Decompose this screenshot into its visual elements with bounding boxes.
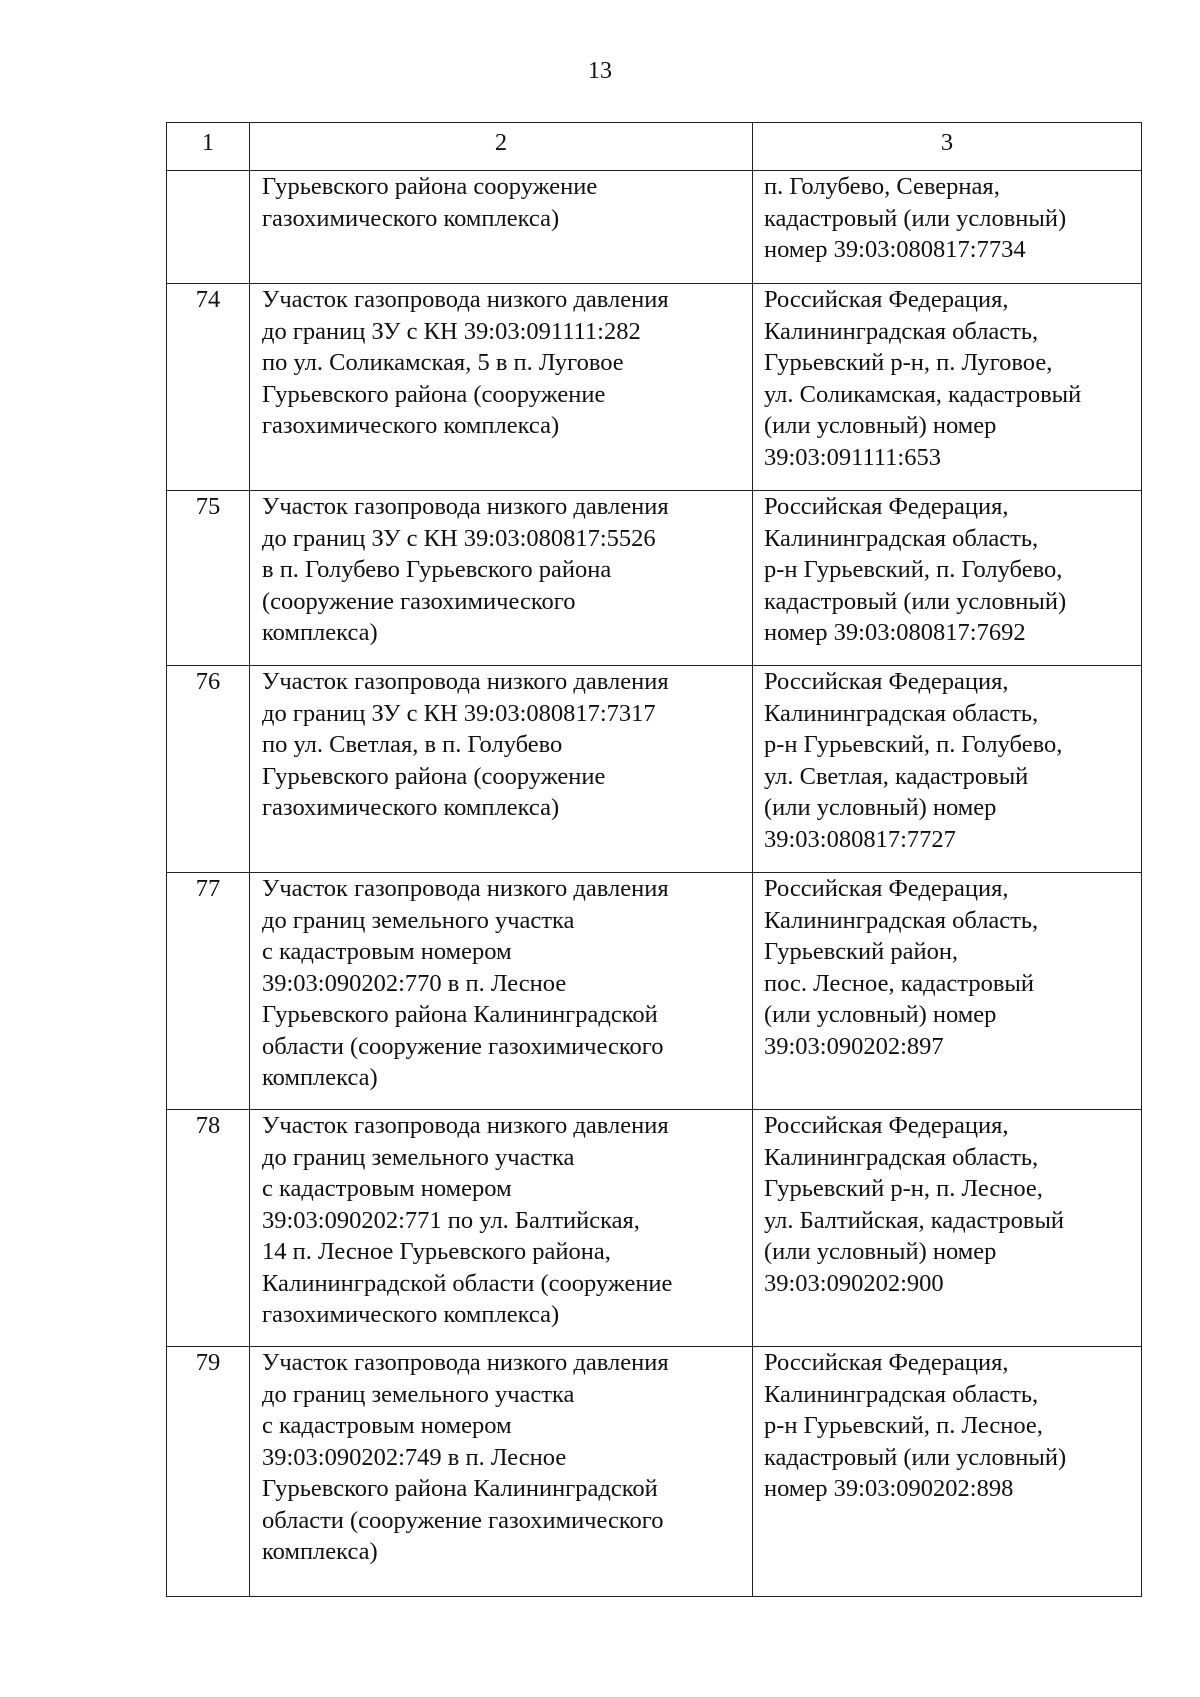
object-address: Российская Федерация, Калининградская область, Гурьевский р-н, п. Луговое, ул. Соликамская, кадастровый (или условный) номер 39:03:091111:653 xyxy=(753,284,1142,491)
table-row xyxy=(167,284,1142,491)
object-address: Российская Федерация, Калининградская область, р-н Гурьевский, п. Лесное, кадастровый (или условный) номер 39:03:090202:898 xyxy=(753,1347,1142,1597)
object-name: Участок газопровода низкого давления до границ ЗУ с КН 39:03:080817:7317 по ул. Светлая, в п. Голубево Гурьевского района (сооружение газохимического комплекса) xyxy=(250,666,753,873)
header-row xyxy=(167,123,1142,171)
object-name: Гурьевского района сооружение газохимического комплекса) xyxy=(250,171,753,284)
table-row xyxy=(167,873,1142,1110)
object-name: Участок газопровода низкого давления до границ земельного участка с кадастровым номером 39:03:090202:771 по ул. Балтийская, 14 п. Лесное Гурьевского района, Калининградской области (сооружение газохимического комплекса) xyxy=(250,1110,753,1347)
table-row xyxy=(167,1347,1142,1597)
row-number: 78 xyxy=(167,1110,250,1347)
row-number: 75 xyxy=(167,491,250,666)
header-cell-2: 2 xyxy=(250,123,753,171)
object-address: Российская Федерация, Калининградская область, р-н Гурьевский, п. Голубево, ул. Светлая, кадастровый (или условный) номер 39:03:080817:7727 xyxy=(753,666,1142,873)
table-row xyxy=(167,666,1142,873)
row-number xyxy=(167,171,250,284)
row-number: 79 xyxy=(167,1347,250,1597)
object-name: Участок газопровода низкого давления до границ земельного участка с кадастровым номером 39:03:090202:770 в п. Лесное Гурьевского района Калининградской области (сооружение газохимического комплекса) xyxy=(250,873,753,1110)
table-row xyxy=(167,171,1142,284)
object-name: Участок газопровода низкого давления до границ ЗУ с КН 39:03:091111:282 по ул. Соликамская, 5 в п. Луговое Гурьевского района (сооружение газохимического комплекса) xyxy=(250,284,753,491)
row-number: 76 xyxy=(167,666,250,873)
row-number: 77 xyxy=(167,873,250,1110)
table-row xyxy=(167,491,1142,666)
object-name: Участок газопровода низкого давления до границ земельного участка с кадастровым номером 39:03:090202:749 в п. Лесное Гурьевского района Калининградской области (сооружение газохимического комплекса) xyxy=(250,1347,753,1597)
header-cell-3: 3 xyxy=(753,123,1142,171)
row-number: 74 xyxy=(167,284,250,491)
header-cell-1: 1 xyxy=(167,123,250,171)
object-address: Российская Федерация, Калининградская область, Гурьевский район, пос. Лесное, кадастровый (или условный) номер 39:03:090202:897 xyxy=(753,873,1142,1110)
object-name: Участок газопровода низкого давления до границ ЗУ с КН 39:03:080817:5526 в п. Голубево Гурьевского района (сооружение газохимического комплекса) xyxy=(250,491,753,666)
object-address: Российская Федерация, Калининградская область, р-н Гурьевский, п. Голубево, кадастровый (или условный) номер 39:03:080817:7692 xyxy=(753,491,1142,666)
object-address: Российская Федерация, Калининградская область, Гурьевский р-н, п. Лесное, ул. Балтийская, кадастровый (или условный) номер 39:03:090202:900 xyxy=(753,1110,1142,1347)
page-number: 13 xyxy=(588,58,612,84)
register-table xyxy=(166,122,1142,1597)
object-address: п. Голубево, Северная, кадастровый (или условный) номер 39:03:080817:7734 xyxy=(753,171,1142,284)
table-row xyxy=(167,1110,1142,1347)
